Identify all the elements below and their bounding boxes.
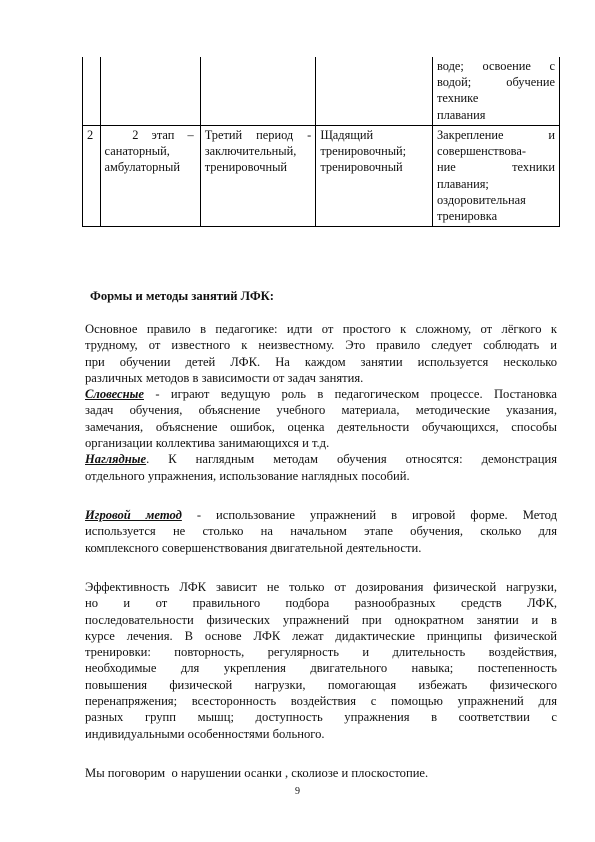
table-cell: [316, 126, 433, 227]
text-line: задач обучения, объяснение учебного материала, методические указания,: [85, 403, 557, 418]
paragraph-topics: [85, 765, 557, 781]
text-line: комплексного совершенствования двигательной деятельности.: [85, 540, 422, 555]
text-line: последовательности физических упражнений при однократном занятии и в: [85, 612, 557, 627]
section-heading: Формы и методы занятий ЛФК:: [90, 289, 274, 303]
paragraph-effectiveness: [85, 579, 557, 742]
table-cell: [432, 57, 559, 126]
cell-line: санаторный,: [104, 144, 170, 159]
term-visual: Наглядные: [85, 452, 147, 467]
cell-line: амбулаторный: [104, 160, 180, 175]
text-line: организации коллектива занимающихся и т.д.: [85, 436, 330, 451]
cell-line: тренировочный: [204, 160, 288, 175]
cell-line: заключительный,: [204, 144, 297, 159]
text-line: [85, 386, 557, 402]
table-cell: [432, 126, 559, 227]
cell-line: оздоровительная: [436, 192, 526, 207]
table-cell: [100, 126, 200, 227]
term-game-method: Игровой метод: [85, 508, 182, 522]
table-cell: [200, 126, 316, 227]
stages-table: [82, 57, 560, 227]
cell-line: Щадящий: [320, 128, 374, 142]
cell-line: тренировочный;: [320, 144, 407, 159]
text-line: Основное правило в педагогике: идти от простого к сложному, от лёгкого к: [85, 322, 557, 336]
cell-line: технике: [436, 91, 479, 106]
cell-line: Закрепление и: [436, 128, 555, 142]
text-fragment: - играют ведущую роль в педагогическом процессе. Постановка: [143, 387, 557, 402]
cell-line: плавания;: [436, 176, 489, 191]
text-line: используется не столько на начальном этапе обучения, сколько для: [85, 524, 557, 539]
text-line: отдельного упражнения, использование наглядных пособий.: [85, 468, 410, 483]
text-line: индивидуальными особенностями больного.: [85, 726, 325, 741]
table-row: [83, 57, 560, 126]
text-line: Эффективность ЛФК зависит не только от дозирования физической нагрузки,: [85, 580, 557, 594]
cell-line: совершенствова-: [436, 144, 526, 159]
text-line: [85, 451, 557, 467]
cell-line: воде; освоение с: [436, 59, 555, 73]
text-line: перенапряжения; всесторонность воздействия с помощью упражнений для: [85, 694, 557, 709]
text-line: но и от правильного подбора разнообразных средств ЛФК,: [85, 596, 557, 611]
text-fragment: . К наглядным методам обучения относятся: демонстрация: [146, 452, 557, 467]
cell-line: 2 этап –: [132, 128, 194, 142]
text-line: трудному, от известного к неизвестному. Это правило следует соблюдать и: [85, 338, 557, 353]
text-line: курсе лечения. В основе ЛФК лежат дидактические принципы физической: [85, 628, 557, 643]
cell-line: Третий период -: [204, 128, 312, 142]
table-cell: 2: [83, 126, 101, 227]
page-number: 9: [295, 786, 300, 797]
text-line: Мы поговорим о нарушении осанки , сколиозе и плоскостопие.: [85, 766, 429, 780]
text-line: разных групп мышц; доступность упражнения в соответствии с: [85, 710, 557, 725]
term-verbal: Словесные: [85, 387, 144, 402]
cell-line: водой; обучение: [436, 75, 555, 90]
paragraph-main-rule: [85, 321, 557, 484]
text-line: замечания, объяснение ошибок, оценка деятельности обучающихся, способы: [85, 419, 557, 434]
table-cell: [200, 57, 316, 126]
text-line: [85, 507, 557, 523]
cell-line: плавания: [436, 107, 486, 122]
text-line: повышения физической нагрузки, помогающая избежать физического: [85, 677, 557, 692]
text-fragment: - использование упражнений в игровой форме. Метод: [181, 508, 557, 522]
text-line: необходимые для укрепления двигательного навыка; постепенность: [85, 661, 557, 676]
table-cell: [83, 57, 101, 126]
cell-line: тренировочный: [320, 160, 403, 175]
text-line: тренировки: повторность, регулярность и длительность воздействия,: [85, 645, 557, 660]
paragraph-game-method: [85, 507, 557, 556]
cell-line: ние техники: [436, 160, 555, 175]
text-line: при обучении детей ЛФК. На каждом занятии используется несколько: [85, 354, 557, 369]
text-line: различных методов в зависимости от задач занятия.: [85, 370, 364, 385]
table-cell: [100, 57, 200, 126]
table-row: [83, 126, 560, 227]
table-cell: [316, 57, 433, 126]
cell-line: тренировка: [436, 209, 498, 224]
